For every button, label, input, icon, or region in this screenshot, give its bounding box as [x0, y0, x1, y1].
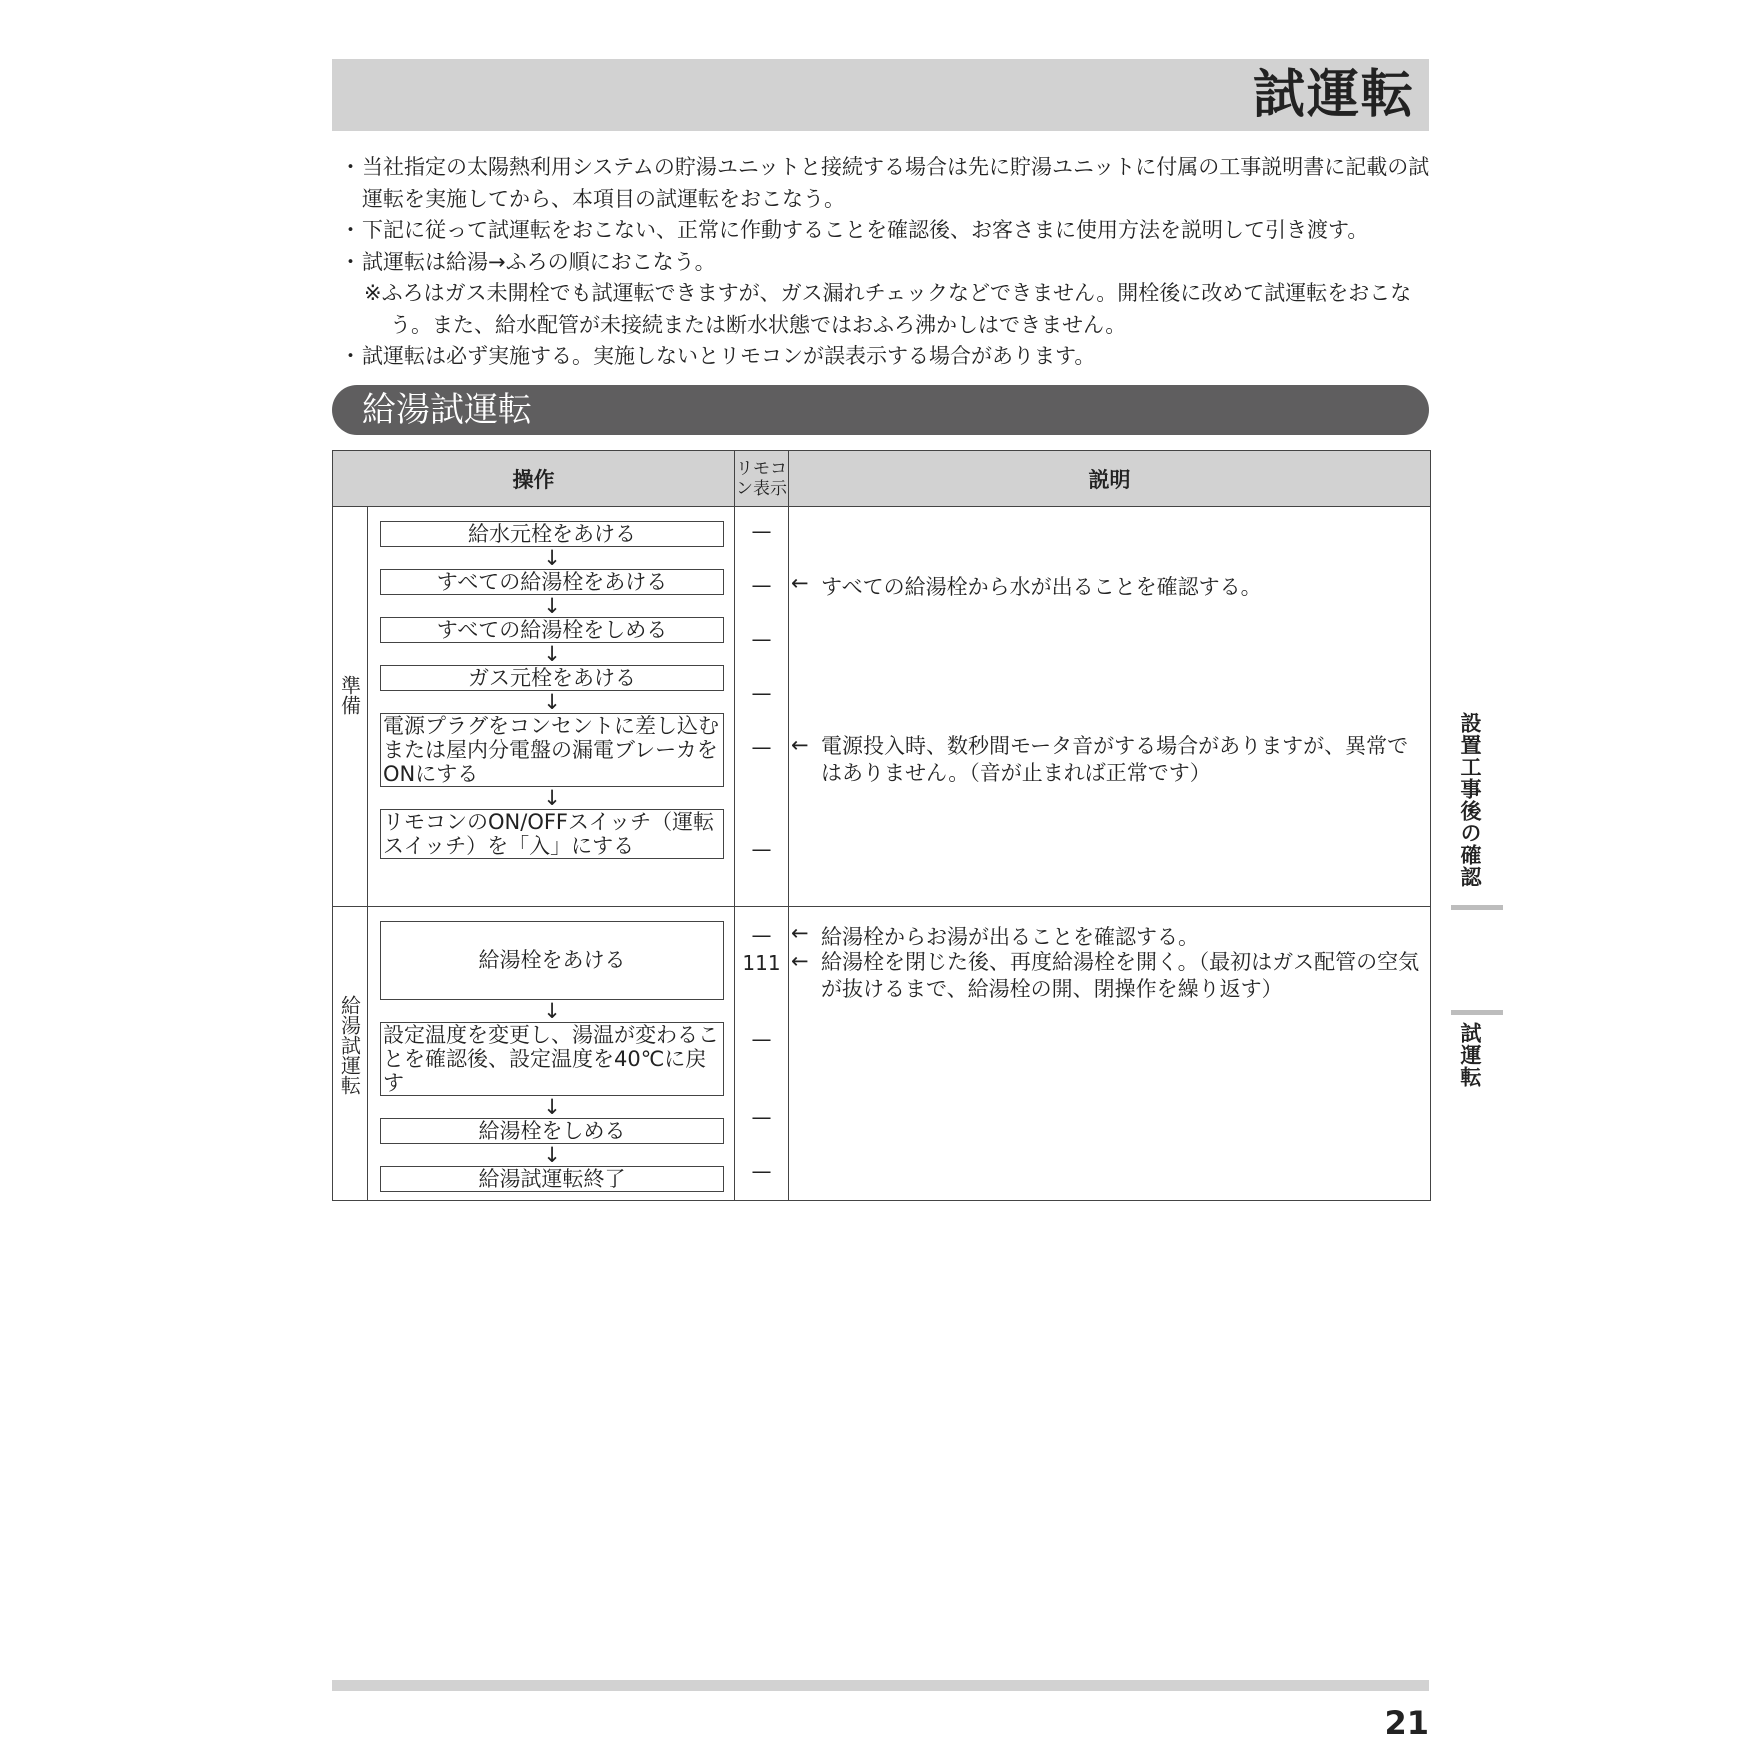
description-stack — [789, 907, 1430, 1193]
side-tab-divider — [1451, 1010, 1503, 1015]
bullet-mark: ・ — [340, 249, 361, 274]
header-display: リモコン表示 — [735, 451, 789, 507]
down-arrow-icon: ↓ — [543, 1143, 561, 1167]
section-title: 給湯試運転 — [362, 390, 532, 430]
display-value: — — [751, 573, 772, 597]
pointer-icon: ← — [791, 733, 809, 757]
down-arrow-icon: ↓ — [543, 999, 561, 1023]
description-cell — [789, 507, 1431, 907]
step-box: 給湯栓をしめる — [380, 1118, 724, 1144]
display-value: — — [751, 1105, 772, 1129]
side-tab-label: 設置工事後の確認 — [1458, 712, 1482, 888]
table-row — [333, 507, 1431, 907]
description-text: すべての給湯栓から水が出ることを確認する。 — [821, 575, 1262, 599]
down-arrow-icon: ↓ — [543, 642, 561, 666]
down-arrow-icon: ↓ — [543, 1095, 561, 1119]
description-text: 電源投入時、数秒間モータ音がする場合がありますが、異常ではありません。（音が止まれば正常です） — [821, 734, 1409, 785]
pointer-icon: ← — [791, 921, 809, 945]
pointer-icon: ← — [791, 571, 809, 595]
operation-cell — [368, 907, 735, 1201]
down-arrow-icon: ↓ — [543, 786, 561, 810]
display-value: — — [751, 837, 772, 861]
down-arrow-icon: ↓ — [543, 546, 561, 570]
table-header-row — [333, 451, 1431, 507]
step-box: すべての給湯栓をしめる — [380, 617, 724, 643]
note-item — [340, 247, 1435, 279]
step-box: ガス元栓をあける — [380, 665, 724, 691]
group-label-cell — [333, 507, 368, 907]
side-tab-divider — [1451, 905, 1503, 910]
display-cell — [735, 507, 789, 907]
group-label: 準備 — [337, 675, 362, 715]
operation-cell — [368, 507, 735, 907]
down-arrow-icon: ↓ — [543, 690, 561, 714]
description-cell — [789, 907, 1431, 1201]
page-title: 試運転 — [1252, 65, 1415, 125]
display-cell — [735, 907, 789, 1201]
section-header — [332, 385, 1429, 435]
note-subitem — [340, 278, 1435, 341]
note-text: ※ふろはガス未開栓でも試運転できますが、ガス漏れチェックなどできません。開栓後に改めて試運転をおこなう。また、給水配管が未接続または断水状態ではおふろ沸かしはできません。 — [364, 281, 1412, 337]
note-text: 試運転は必ず実施する。実施しないとリモコンが誤表示する場合があります。 — [362, 344, 1096, 368]
description-stack — [789, 507, 1430, 902]
notes-list — [340, 152, 1435, 373]
note-text: 試運転は給湯→ふろの順におこなう。 — [362, 249, 716, 274]
test-run-table — [332, 450, 1431, 1201]
bullet-mark: ・ — [340, 218, 361, 242]
step-box: 給湯試運転終了 — [380, 1166, 724, 1192]
pointer-icon: ← — [791, 949, 809, 973]
description-text: 給湯栓からお湯が出ることを確認する。 — [821, 925, 1199, 949]
display-value: — — [751, 923, 772, 947]
side-tab-label: 試運転 — [1458, 1022, 1482, 1088]
step-box: すべての給湯栓をあける — [380, 569, 724, 595]
step-box: 設定温度を変更し、湯温が変わることを確認後、設定温度を40℃に戻す — [380, 1022, 724, 1096]
display-value: 111 — [742, 951, 781, 975]
table-row — [333, 907, 1431, 1201]
note-text: 当社指定の太陽熱利用システムの貯湯ユニットと接続する場合は先に貯湯ユニットに付属の工事説明書に記載の試運転を実施してから、本項目の試運転をおこなう。 — [362, 155, 1430, 211]
display-value: — — [751, 1159, 772, 1183]
note-item — [340, 341, 1435, 373]
footer-bar — [332, 1680, 1429, 1691]
step-box: 電源プラグをコンセントに差し込むまたは屋内分電盤の漏電ブレーカをONにする — [380, 713, 724, 787]
note-item — [340, 152, 1435, 215]
display-value: — — [751, 681, 772, 705]
group-label: 給湯試運転 — [337, 995, 362, 1095]
display-value: — — [751, 735, 772, 759]
title-bar — [332, 59, 1429, 131]
note-text: 下記に従って試運転をおこない、正常に作動することを確認後、お客さまに使用方法を説明して引き渡す。 — [362, 218, 1369, 242]
description-text: 給湯栓を閉じた後、再度給湯栓を開く。（最初はガス配管の空気が抜けるまで、給湯栓の開、閉操作を繰り返す） — [821, 950, 1420, 1001]
bullet-mark: ・ — [340, 344, 361, 368]
note-item — [340, 215, 1435, 247]
bullet-mark: ・ — [340, 155, 361, 179]
step-box: 給湯栓をあける — [380, 921, 724, 1000]
display-value: — — [751, 627, 772, 651]
down-arrow-icon: ↓ — [543, 594, 561, 618]
group-label-cell — [333, 907, 368, 1201]
step-box: リモコンのON/OFFスイッチ（運転スイッチ）を「入」にする — [380, 809, 724, 859]
step-box: 給水元栓をあける — [380, 521, 724, 547]
display-value: — — [751, 1027, 772, 1051]
display-value: — — [751, 519, 772, 543]
header-operation: 操作 — [333, 451, 735, 507]
header-description: 説明 — [789, 451, 1431, 507]
display-stack — [735, 907, 788, 1193]
page-number: 21 — [1384, 1704, 1429, 1742]
display-stack — [735, 507, 788, 902]
